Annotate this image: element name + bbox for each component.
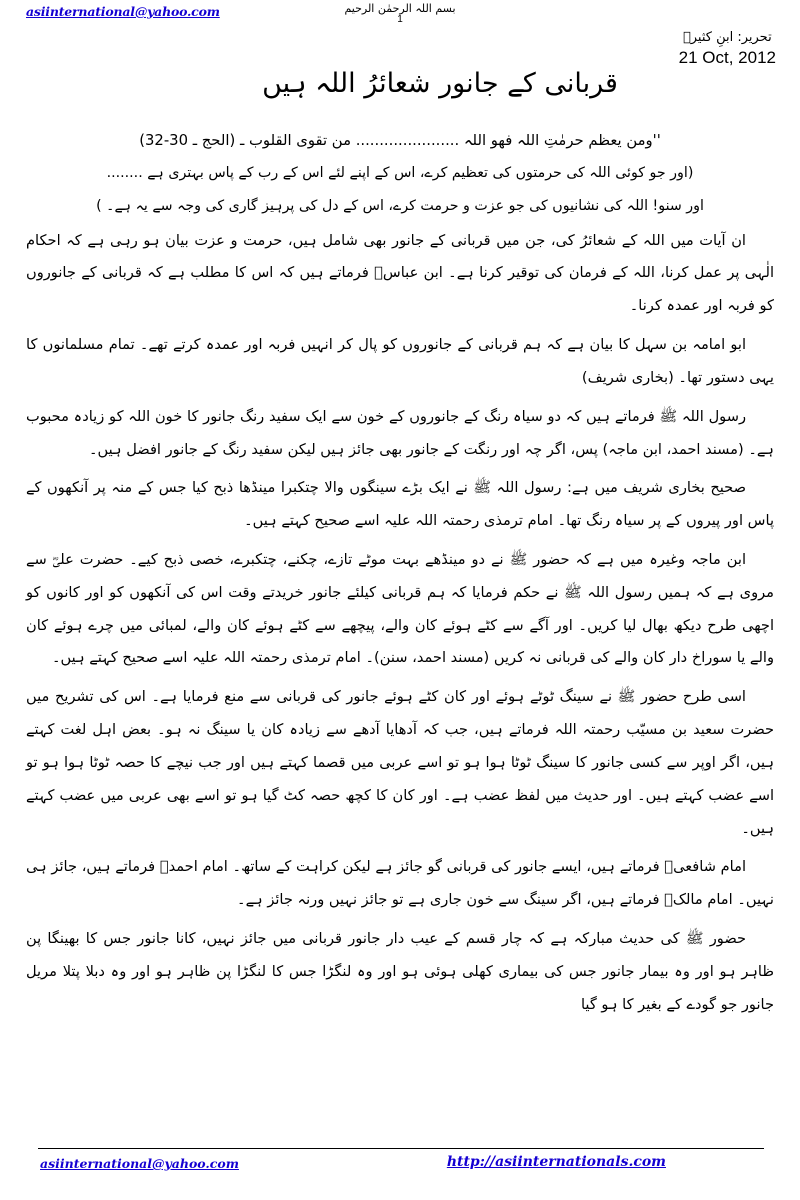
bismillah-text: بسم اللہ الرحمٰن الرحیم [344,2,456,15]
quote-translation-line-1: (اور جو کوئی اللہ کی حرمتوں کی تعظیم کرے، اس کے اپنے لئے اس کے رب کے پاس بہتری ہے ........ [106,165,694,182]
paragraph-5: ابن ماجہ وغیرہ میں ہے کہ حضور ﷺ نے دو مینڈھے بہت موٹے تازے، چکنے، چتکبرے، خصی ذبح کیے۔ حضرت علیؓ سے مروی ہے کہ ہمیں رسول اللہ ﷺ نے حکم فرمایا کہ ہم قربانی کیلئے جانور خریدتے وقت اس کی آنکھوں کو اور کانوں کو اچھی طرح دیکھ بھال لیا کریں۔ اور آگے سے کٹے ہوئے کان والے، پیچھے سے کٹے ہوئے کان والے، لمبائی میں چرے ہوئے کان والے یا سوراخ دار کان والے کی قربانی نہ کریں (مسند احمد، سنن)۔ امام ترمذی رحمتہ اللہ علیہ اسے صحیح کہتے ہیں۔ [26,550,774,667]
paragraph-3: رسول اللہ ﷺ فرماتے ہیں کہ دو سیاہ رنگ کے جانوروں کے خون سے ایک سفید رنگ جانور کا خون اللہ کو زیادہ محبوب ہے۔ (مسند احمد، ابن ماجہ) پس، اگر چہ اور رنگت کے جانور بھی جائز ہیں لیکن سفید رنگ کے جانور افضل ہیں۔ [26,407,774,458]
header-email-link[interactable]: asiinternational@yahoo.com [26,4,220,19]
paragraph-8: حضور ﷺ کی حدیث مبارکہ ہے کہ چار قسم کے عیب دار جانور قربانی میں جائز نہیں، کانا جانور جس کا بھینگا پن ظاہر ہو اور وہ بیمار جانور جس کی بیماری کھلی ہوئی ہو اور وہ لنگڑا جس کا لنگڑا پن ظاہر ہو اور وہ دبلا پتلا مریل جانور جو گودے کے بغیر کا ہو گیا [26,930,774,1013]
page-footer [0,1148,800,1200]
byline-block [679,30,776,68]
paragraph-2: ابو امامہ بن سہل کا بیان ہے کہ ہم قربانی کے جانوروں کو پال کر انہیں فربہ اور عمدہ کرتے تھے۔ تمام مسلمانوں کا یہی دستور تھا۔ (بخاری شریف) [26,336,774,386]
paragraph-1: ان آیات میں اللہ کے شعائرُ کی، جن میں قربانی کے جانور بھی شامل ہیں، حرمت و عزت بیان ہو رہی ہے کہ احکام الٰہی پر عمل کرنا، اللہ کے فرمان کی توقیر کرنا ہے۔ ابن عباسؓ فرماتے ہیں کہ اس کا مطلب ہے کہ قربانی کے جانوروں کو فربہ اور عمدہ کرنا۔ [26,231,774,315]
footer-divider [38,1148,764,1149]
footer-website-link[interactable]: http://asiinternationals.com [446,1154,666,1170]
publish-date: 21 Oct, 2012 [678,48,776,68]
quran-quote: ''ومن یعظم حرمٰتِ اللہ فھو اللہ ...................... من تقوی القلوب ـ (الحج ـ 30-32) [139,132,661,149]
paragraph-6: اسی طرح حضور ﷺ نے سینگ ٹوٹے ہوئے اور کان کٹے ہوئے جانور کی قربانی سے منع فرمایا ہے۔ اس کی تشریح میں حضرت سعید بن مسیّب رحمتہ اللہ فرماتے ہیں، جب کہ آدھایا آدھے سے زیادہ کان یا سینگ نہ ہو۔ بعض اہل لغت کہتے ہیں، اگر اوپر سے کسی جانور کا سینگ ٹوٹا ہوا ہو تو اسے عربی میں قصما کہتے ہیں اور جب نیچے کا حصہ ٹوٹا ہوا ہو تو اسے عضب کہتے ہیں۔ اور حدیث میں لفظ عضب ہے۔ اور کان کا کچھ حصہ کٹ گیا ہو تو اسے بھی عربی میں عضب کہتے ہیں۔ [26,688,774,837]
author-line: تحریر: ابنِ کثیرؒ [682,30,772,45]
page-header [0,0,800,30]
footer-email-link[interactable]: asiinternational@yahoo.com [40,1156,239,1171]
paragraph-7: امام شافعیؒ فرماتے ہیں، ایسے جانور کی قربانی گو جائز ہے لیکن کراہت کے ساتھ۔ امام احمدؒ فرماتے ہیں، جائز ہی نہیں۔ امام مالکؒ فرماتے ہیں، اگر سینگ سے خون جاری ہے تو جائز نہیں ورنہ جائز ہے۔ [26,858,774,909]
paragraph-4: صحیح بخاری شریف میں ہے: رسول اللہ ﷺ نے ایک بڑے سینگوں والا چتکبرا مینڈھا ذبح کیا جس کے منہ پر آنکھوں کے پاس اور پیروں کے پر سیاہ رنگ تھا۔ امام ترمذی رحمتہ اللہ علیہ اسے صحیح کہتے ہیں۔ [26,479,774,530]
article-body [0,125,800,1028]
page-number: 1 [397,14,403,25]
page-title: قربانی کے جانور شعائرُ اللہ ہیں [262,68,618,100]
quote-translation-line-2: اور سنو! اللہ کی نشانیوں کی جو عزت و حرمت کرے، اس کے دل کی پرہیز گاری کی وجہ سے یہ ہے۔ ) [96,198,704,215]
